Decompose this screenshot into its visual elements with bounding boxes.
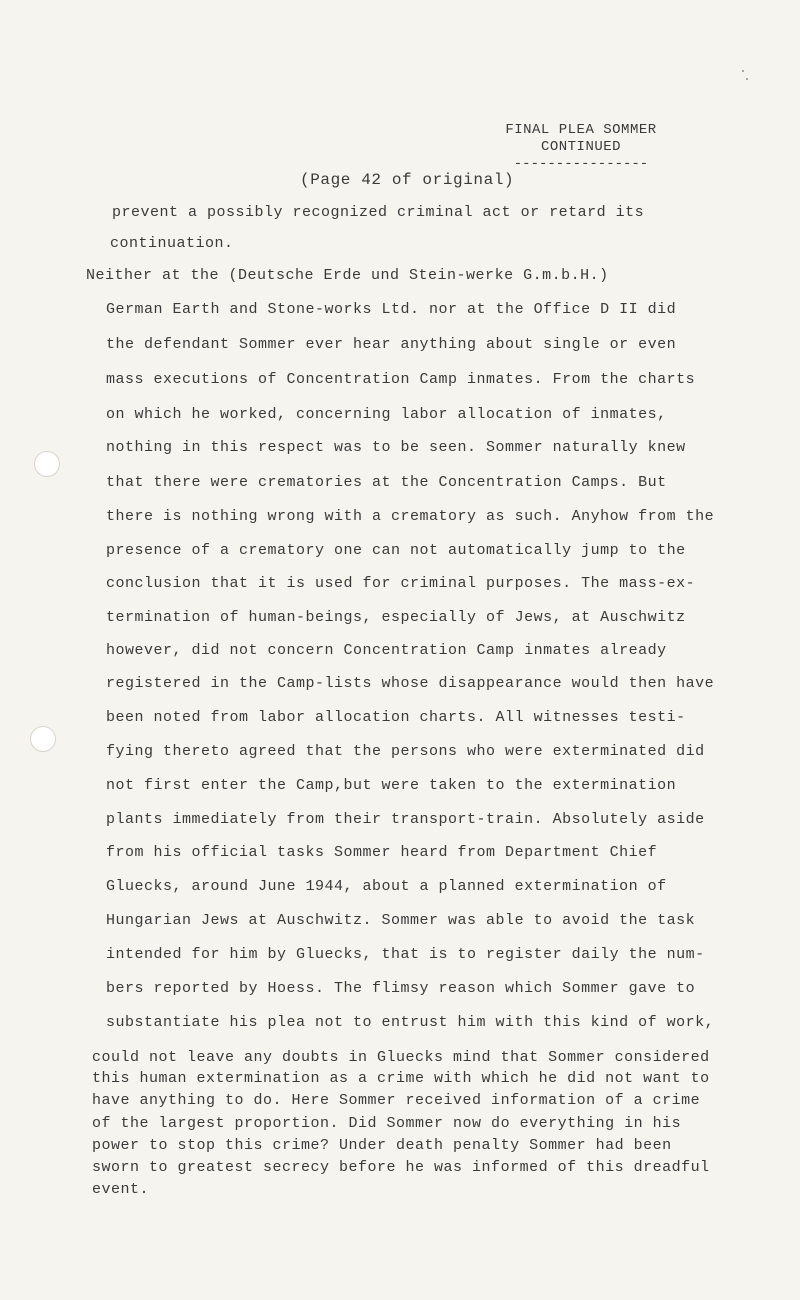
body-line: termination of human-beings, especially of Jews, at Auschwitz — [106, 609, 686, 626]
body-line: fying thereto agreed that the persons who were exterminated did — [106, 743, 705, 760]
document-header — [491, 122, 671, 173]
body-line: German Earth and Stone-works Ltd. nor at the Office D II did — [106, 301, 677, 318]
header-subtitle: CONTINUED — [540, 139, 622, 155]
body-line: Hungarian Jews at Auschwitz. Sommer was able to avoid the task — [106, 912, 696, 929]
punch-hole-top — [34, 451, 60, 477]
body-line: substantiate his plea not to entrust him with this kind of work, — [106, 1014, 715, 1031]
paper-speck — [746, 78, 748, 80]
body-line: power to stop this crime? Under death penalty Sommer had been — [92, 1137, 672, 1154]
body-line: nothing in this respect was to be seen. Sommer naturally knew — [106, 439, 686, 456]
body-line: prevent a possibly recognized criminal act or retard its — [112, 204, 645, 221]
body-line: have anything to do. Here Sommer received information of a crime — [92, 1092, 701, 1109]
body-line: been noted from labor allocation charts. All witnesses testi- — [106, 709, 686, 726]
paper-speck — [742, 70, 744, 72]
body-line: presence of a crematory one can not automatically jump to the — [106, 542, 686, 559]
body-line: the defendant Sommer ever hear anything about single or even — [106, 336, 677, 353]
body-line: from his official tasks Sommer heard from Department Chief — [106, 844, 658, 861]
body-line: could not leave any doubts in Gluecks mind that Sommer considered — [92, 1049, 710, 1066]
body-line: Gluecks, around June 1944, about a planned extermination of — [106, 878, 667, 895]
body-line: there is nothing wrong with a crematory as such. Anyhow from the — [106, 508, 715, 525]
body-line: however, did not concern Concentration Camp inmates already — [106, 642, 667, 659]
body-line: intended for him by Gluecks, that is to register daily the num- — [106, 946, 705, 963]
header-title: FINAL PLEA SOMMER — [505, 122, 657, 138]
punch-hole-bottom — [30, 726, 56, 752]
body-line: that there were crematories at the Concentration Camps. But — [106, 474, 667, 491]
body-line: on which he worked, concerning labor allocation of inmates, — [106, 406, 667, 423]
page-reference: (Page 42 of original) — [300, 171, 515, 189]
body-line: registered in the Camp-lists whose disappearance would then have — [106, 675, 715, 692]
body-line: Neither at the (Deutsche Erde und Stein-werke G.m.b.H.) — [86, 267, 609, 284]
body-line: conclusion that it is used for criminal purposes. The mass-ex- — [106, 575, 696, 592]
body-line: continuation. — [110, 235, 234, 252]
body-line: mass executions of Concentration Camp inmates. From the charts — [106, 371, 696, 388]
body-line: sworn to greatest secrecy before he was informed of this dreadful — [92, 1159, 710, 1176]
body-line: event. — [92, 1181, 150, 1198]
body-line: not first enter the Camp,but were taken to the extermination — [106, 777, 677, 794]
header-rule: ---------------- — [513, 156, 649, 172]
body-line: plants immediately from their transport-train. Absolutely aside — [106, 811, 705, 828]
body-line: this human extermination as a crime with which he did not want to — [92, 1070, 710, 1087]
body-line: of the largest proportion. Did Sommer now do everything in his — [92, 1115, 682, 1132]
body-line: bers reported by Hoess. The flimsy reason which Sommer gave to — [106, 980, 696, 997]
